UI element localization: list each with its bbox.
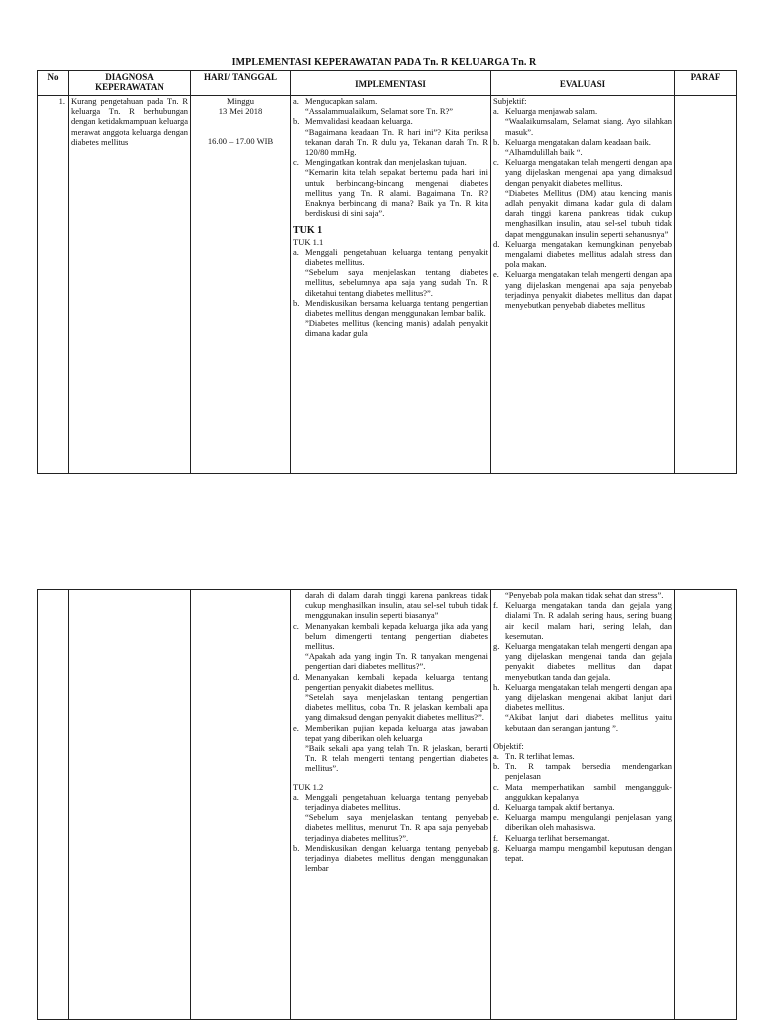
eval-item-d: d. Keluarga mengatakan kemungkinan penyebab mengalami diabetes mellitus adalah stress dan pola makan. xyxy=(493,238,672,270)
impl-quote-c: “Apakah ada yang ingin Tn. R tanyakan mengenai pengertian dari diabetes mellitus?”. xyxy=(305,651,488,672)
obj-item-b: b. Tn. R tampak bersedia mendengarkan penjelasan xyxy=(493,761,672,782)
row-number xyxy=(38,590,69,1020)
obj-item-d: d. Keluarga tampak aktif bertanya. xyxy=(493,802,615,813)
impl-quote-a: “Assalammualaikum, Selamat sore Tn. R?” xyxy=(305,106,454,117)
paraf-cell xyxy=(675,590,737,1020)
table-row xyxy=(38,590,737,1020)
impl-item-d: d. Menanyakan kembali kepada keluarga tentang pengertian penyakit diabetes mellitus. xyxy=(293,671,488,692)
header-diagnosa: DIAGNOSA KEPERAWATAN xyxy=(69,71,191,96)
header-implementasi: IMPLEMENTASI xyxy=(291,71,491,96)
obj-item-e: e. Keluarga mampu mengulangi penjelasan yang diberikan oleh mahasiswa. xyxy=(493,812,672,833)
eval-quote-b: “Alhamdulillah baik “. xyxy=(505,147,583,158)
eval-quote-c: “Diabetes Mellitus (DM) atau kencing manis adlah penyakit dimana kadar gula di dalam darah tinggi karena pankreas tidak cukup menghasilkan insulin, atau sel-sel tubuh tidak dapat menggunakan insulin seperti sehanusnya” xyxy=(505,187,672,239)
impl-quote-e: ”Baik sekali apa yang telah Tn. R jelaskan, berarti Tn. R telah mengerti tentang pengertian diabetes mellitus”. xyxy=(305,743,488,774)
objective-label: Objektif: xyxy=(493,740,524,751)
impl-item-a: a. Mengucapkan salam. xyxy=(293,96,378,106)
date-text: 13 Mei 2018 xyxy=(218,106,263,117)
evaluation-cell xyxy=(491,590,675,1020)
eval-quote-a: “Waalaikumsalam, Selamat siang. Ayo silahkan masuk”. xyxy=(505,116,672,137)
tuk-item-b: b. Mendiskusikan dengan keluarga tentang penyebab terjadinya diabetes mellitus dengan menggunakan lembar xyxy=(293,842,488,874)
eval-continuation: “Penyebab pola makan tidak sehat dan stress”. xyxy=(505,590,664,600)
tuk-quote-a: “Sebelum saya menjelaskan tentang penyebab diabetes mellitus, menurut Tn. R apa saja penyebab terjadinya diabetes mellitus?”. xyxy=(305,812,488,843)
impl-quote-c: “Kemarin kita telah sepakat bertemu pada hari ini untuk berbincang-bincang mengenai diabetes mellitus yang Tn. R alami. Bagaimana Tn. R? Enaknya berbincang di mana? Baik ya Tn. R kita berdiskusi di sini saja”. xyxy=(305,167,488,219)
implementation-table-page-2 xyxy=(37,589,737,1020)
impl-continuation: darah di dalam darah tinggi karena pankreas tidak cukup menghasilkan insulin, atau sel-sel tubuh tidak menggunakan insulin seperti biasanya” xyxy=(305,590,488,621)
eval-item-g: g. Keluarga mengatakan telah mengerti dengan apa yang dijelaskan mengenai tanda dan gejala penyakit diabetes mellitus dan dapat menyebutkan tanda dan gejala. xyxy=(493,641,672,682)
header-hari-tanggal: HARI/ TANGGAL xyxy=(191,71,291,96)
table-header-row xyxy=(38,71,737,96)
eval-item-h: h. Keluarga mengatakan telah mengerti dengan apa yang dijelaskan mengenai akibat lanjut dari diabetes mellitus. xyxy=(493,681,672,713)
obj-item-a: a. Tn. R terlihat lemas. xyxy=(493,751,575,762)
impl-item-c: c. Menanyakan kembali kepada keluarga jika ada yang belum dimengerti tentang pengertian diabetes mellitus. xyxy=(293,620,488,652)
evaluation-cell xyxy=(491,96,675,474)
header-paraf: PARAF xyxy=(675,71,737,96)
tuk-item-a: a. Menggali pengetahuan keluarga tentang penyebab terjadinya diabetes mellitus. xyxy=(293,791,488,813)
tuk-heading: TUK 1 xyxy=(293,225,323,237)
paraf-cell xyxy=(675,96,737,474)
diagnosis-cell xyxy=(69,96,191,474)
day-text: Minggu xyxy=(227,96,254,106)
date-cell xyxy=(191,590,291,1020)
implementation-cell xyxy=(291,96,491,474)
tuk-item-b: b. Mendiskusikan bersama keluarga tentang pengertian diabetes mellitus dengan menggunakan lembar balik. xyxy=(293,297,488,319)
obj-item-g: g. Keluarga mampu mengambil keputusan dengan tepat. xyxy=(493,842,672,864)
time-text: 16.00 – 17.00 WIB xyxy=(207,136,274,147)
implementation-cell xyxy=(291,590,491,1020)
eval-item-c: c. Keluarga mengatakan telah mengerti dengan apa yang dijelaskan mengenai apa yang dimaksud dengan penyakit diabetes mellitus. xyxy=(493,157,672,188)
page-title: IMPLEMENTASI KEPERAWATAN PADA Tn. R KELUARGA Tn. R xyxy=(231,57,537,68)
diagnosis-text: Kurang pengetahuan pada Tn. R keluarga Tn. R berhubungan dengan ketidakmampuan keluarga merawat anggota keluarga dengan diabetes mellitus xyxy=(71,96,188,147)
tuk-item-a: a. Menggali pengetahuan keluarga tentang penyakit diabetes mellitus. xyxy=(293,246,488,268)
diagnosis-cell xyxy=(69,590,191,1020)
eval-item-e: e. Keluarga mengatakan telah mengerti dengan apa yang dijelaskan mengenai apa saja penyebab terjadinya penyakit diabetes mellitus dan dapat menyebutkan penyebab diabetes mellitus xyxy=(493,269,672,311)
row-number: 1. xyxy=(38,96,69,474)
obj-item-f: f. Keluarga terlihat bersemangat. xyxy=(493,832,610,843)
eval-item-a: a. Keluarga menjawab salam. xyxy=(493,106,598,117)
implementation-table-page-1 xyxy=(37,70,737,474)
impl-quote-b: “Bagaimana keadaan Tn. R hari ini”? Kita periksa tekanan darah Tn. R dulu ya, Tekanan darah Tn. R 120/80 mmHg. xyxy=(305,126,488,158)
header-no: No xyxy=(38,71,69,96)
tuk-1-2-label: TUK 1.2 xyxy=(293,781,324,792)
eval-item-f: f. Keluarga mengatakan tanda dan gejala yang dialami Tn. R adalah sering haus, sering buang air kecil malam hari, sering lelah, dan kesemutan. xyxy=(493,600,672,641)
subjective-label: Subjektif: xyxy=(493,96,527,106)
impl-quote-d: ”Setelah saya menjelaskan tentang pengertian diabetes mellitus, coba Tn. R jelaskan kembali apa yang dimaksud dengan penyakit diabetes mellitus?”. xyxy=(305,692,488,723)
impl-item-b: b. Memvalidasi keadaan keluarga. xyxy=(293,116,413,127)
tuk-1-1-label: TUK 1.1 xyxy=(293,236,324,247)
eval-item-b: b. Keluarga mengatakan dalam keadaan baik. xyxy=(493,136,651,147)
eval-quote-h: “Akibat lanjut dari diabetes mellitus yaitu kebutaan dan serangan jantung ”. xyxy=(505,712,672,733)
header-evaluasi: EVALUASI xyxy=(491,71,675,96)
obj-item-c: c. Mata memperhatikan sambil mengangguk-anggukkan kepalanya xyxy=(493,781,672,802)
table-row xyxy=(38,96,737,474)
tuk-quote-b: ”Diabetes mellitus (kencing manis) adalah penyakit dimana kadar gula xyxy=(305,318,488,339)
tuk-quote-a: “Sebelum saya menjelaskan tentang diabetes mellitus, sebelumnya apa saja yang sudah Tn. R diketahui tentang diabetes mellitus?”. xyxy=(305,267,488,298)
impl-item-e: e. Memberikan pujian kepada keluarga atas jawaban tepat yang diberikan oleh keluarga xyxy=(293,722,488,743)
date-cell xyxy=(191,96,291,474)
impl-item-c: c. Mengingatkan kontrak dan menjelaskan tujuan. xyxy=(293,157,467,168)
